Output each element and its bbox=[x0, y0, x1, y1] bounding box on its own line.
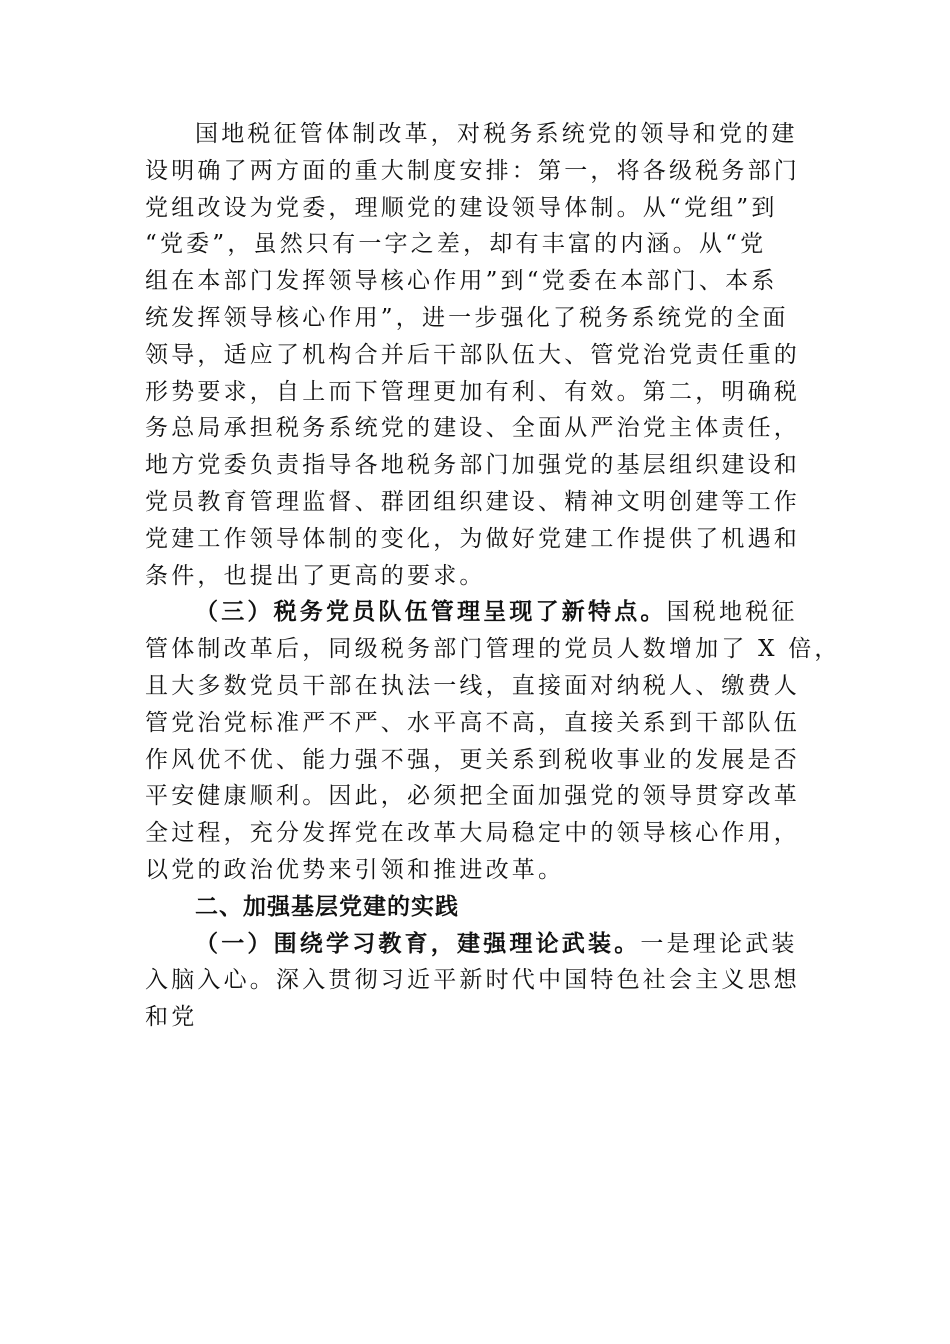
section-heading: 二、加强基层党建的实践 bbox=[195, 893, 459, 920]
paragraph-line: 组在本部门发挥领导核心作用”到“党委在本部门、本系 bbox=[145, 268, 778, 295]
paragraph-line: “党委”，虽然只有一字之差，却有丰富的内涵。从“党 bbox=[145, 231, 767, 258]
section-3-first-line bbox=[145, 594, 810, 631]
paragraph-line: 入脑入心。深入贯彻习近平新时代中国特色社会主义思想 bbox=[145, 967, 800, 994]
paragraph-line: 管体制改革后，同级税务部门管理的党员人数增加了 X 倍， bbox=[145, 636, 841, 663]
paragraph-line: 党组改设为党委，理顺党的建设领导体制。从“党组”到 bbox=[145, 194, 778, 221]
paragraph-line: 国地税征管体制改革，对税务系统党的领导和党的建 bbox=[195, 121, 798, 147]
paragraph-line: 且大多数党员干部在执法一线，直接面对纳税人、缴费人 bbox=[145, 672, 800, 699]
paragraph-line: 形势要求，自上而下管理更加有利、有效。第二，明确税 bbox=[145, 378, 800, 405]
section-2-1-first-line bbox=[145, 926, 810, 963]
section-3-first-rest: 国税地税征 bbox=[666, 599, 798, 626]
paragraph-line: 和党 bbox=[145, 1004, 198, 1031]
section-3-title: （三）税务党员队伍管理呈现了新特点。 bbox=[195, 598, 667, 626]
paragraph-line: 条件，也提出了更高的要求。 bbox=[145, 562, 486, 589]
paragraph-line: 领导，适应了机构合并后干部队伍大、管党治党责任重的 bbox=[145, 341, 800, 368]
paragraph-line: 地方党委负责指导各地税务部门加强党的基层组织建设和 bbox=[145, 452, 800, 479]
section-2-1-title: （一）围绕学习教育，建强理论武装。 bbox=[195, 929, 641, 957]
paragraph-line: 设明确了两方面的重大制度安排：第一，将各级税务部门 bbox=[145, 157, 800, 184]
section-2-1-first-rest: 一是理论武装 bbox=[640, 930, 798, 957]
paragraph-line: 作风优不优、能力强不强，更关系到税收事业的发展是否 bbox=[145, 746, 800, 773]
paragraph-line: 管党治党标准严不严、水平高不高，直接关系到干部队伍 bbox=[145, 709, 800, 736]
paragraph-line: 党员教育管理监督、群团组织建设、精神文明创建等工作 bbox=[145, 488, 800, 515]
paragraph-line: 平安健康顺利。因此，必须把全面加强党的领导贯穿改革 bbox=[145, 783, 800, 810]
paragraph-line: 党建工作领导体制的变化，为做好党建工作提供了机遇和 bbox=[145, 525, 800, 552]
paragraph-line: 统发挥领导核心作用”，进一步强化了税务系统党的全面 bbox=[145, 304, 789, 331]
paragraph-line: 全过程，充分发挥党在改革大局稳定中的领导核心作用， bbox=[145, 820, 800, 847]
paragraph-line: 以党的政治优势来引领和推进改革。 bbox=[145, 856, 565, 883]
document-body bbox=[145, 116, 841, 1036]
paragraph-line: 务总局承担税务系统党的建设、全面从严治党主体责任， bbox=[145, 415, 800, 442]
